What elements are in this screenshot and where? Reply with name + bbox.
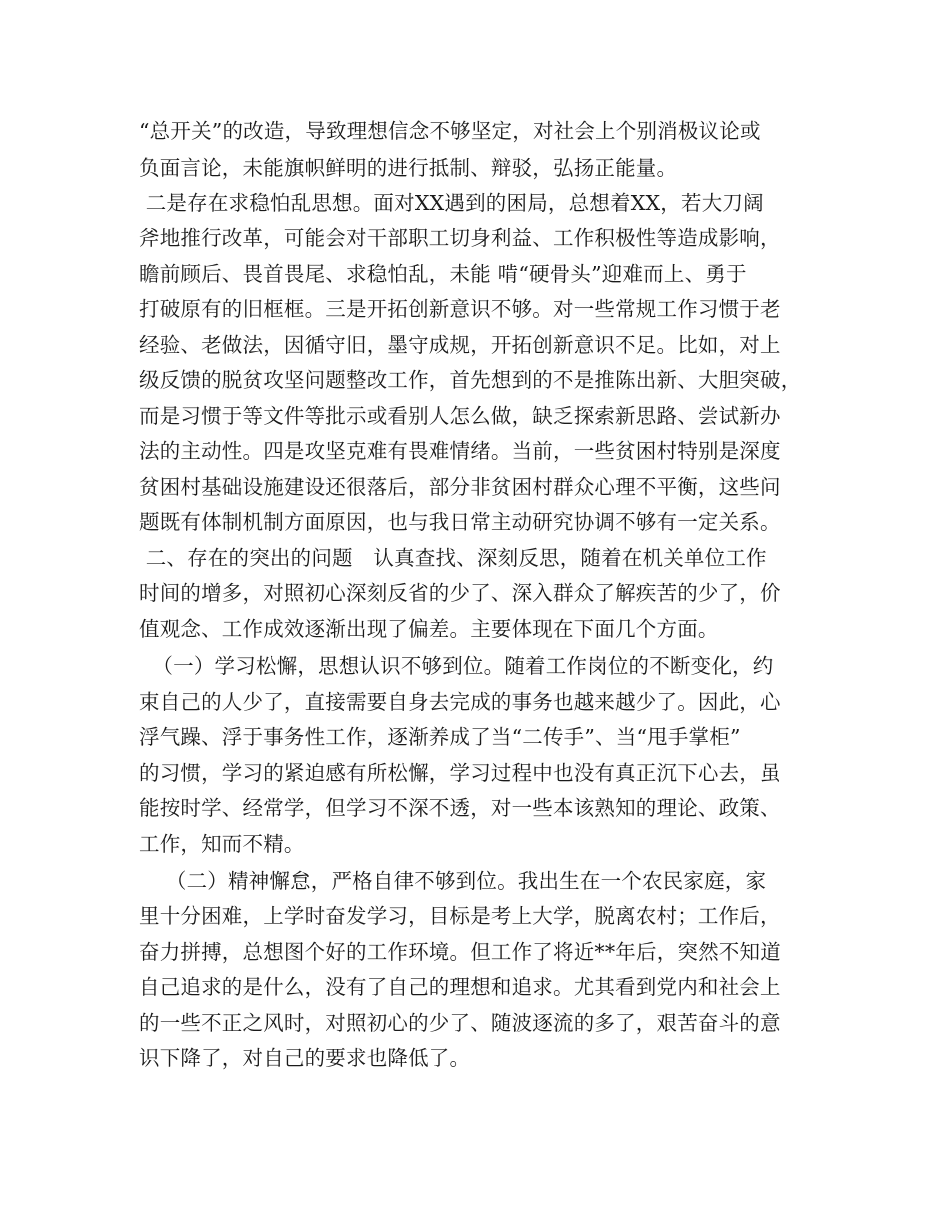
text-line: 负面言论，未能旗帜鲜明的进行抵制、辩驳，弘扬正能量。: [139, 156, 678, 180]
text-line: 自己追求的是什么，没有了自己的理想和追求。尤其看到党内和社会上: [139, 975, 781, 999]
text-line: 的习惯，学习的紧迫感有所松懈，学习过程中也没有真正沉下心去，虽: [139, 761, 781, 785]
text-line: 二、存在的突出的问题 认真查找、深刻反思，随着在机关单位工作: [139, 546, 767, 570]
text-line: 打破原有的旧框框。三是开拓创新意识不够。对一些常规工作习惯于老: [139, 297, 781, 321]
text-line: 时间的增多，对照初心深刻反省的少了、深入群众了解疾苦的少了，价: [139, 581, 781, 605]
text-line: 奋力拼搏，总想图个好的工作环境。但工作了将近**年后，突然不知道: [139, 940, 781, 964]
text-line: 斧地推行改革，可能会对干部职工切身利益、工作积极性等造成影响，: [139, 226, 781, 250]
text-line: 瞻前顾后、畏首畏尾、求稳怕乱，未能 啃“硬骨头”迎难而上、勇于: [139, 262, 747, 286]
text-line: 束自己的人少了，直接需要自身去完成的事务也越来越少了。因此，心: [139, 690, 781, 714]
text-line: 经验、老做法，因循守旧，墨守成规，开拓创新意识不足。比如，对上: [139, 333, 781, 357]
text-line: 的一些不正之风时，对照初心的少了、随波逐流的多了，艰苦奋斗的意: [139, 1011, 781, 1035]
text-line: 贫困村基础设施建设还很落后，部分非贫困村群众心理不平衡，这些问: [139, 475, 781, 499]
text-line: 浮气躁、浮于事务性工作，逐渐养成了当“二传手”、当“甩手掌柜”: [139, 725, 741, 749]
text-line: （二）精神懈怠，严格自律不够到位。我出生在一个农民家庭，家: [139, 869, 767, 893]
text-line: 二是存在求稳怕乱思想。面对XX遇到的困局，总想着XX，若大刀阔: [139, 191, 764, 215]
text-line: “总开关”的改造，导致理想信念不够坚定，对社会上个别消极议论或: [139, 119, 761, 143]
text-line: 法的主动性。四是攻坚克难有畏难情绪。当前，一些贫困村特别是深度: [139, 439, 781, 463]
text-line: 题既有体制机制方面原因，也与我日常主动研究协调不够有一定关系。: [139, 510, 781, 534]
text-line: 值观念、工作成效逐渐出现了偏差。主要体现在下面几个方面。: [139, 617, 719, 641]
text-line: 能按时学、经常学，但学习不深不透，对一些本该熟知的理论、政策、: [139, 796, 781, 820]
text-line: 工作，知而不精。: [139, 832, 305, 856]
text-line: 识下降了，对自己的要求也降低了。: [139, 1046, 471, 1070]
text-line: （一）学习松懈，思想认识不够到位。随着工作岗位的不断变化，约: [139, 654, 774, 678]
text-line: 而是习惯于等文件等批示或看别人怎么做，缺乏探索新思路、尝试新办: [139, 404, 781, 428]
text-line: 里十分困难，上学时奋发学习，目标是考上大学，脱离农村；工作后，: [139, 904, 781, 928]
text-line: 级反馈的脱贫攻坚问题整改工作，首先想到的不是推陈出新、大胆突破，: [139, 368, 802, 392]
